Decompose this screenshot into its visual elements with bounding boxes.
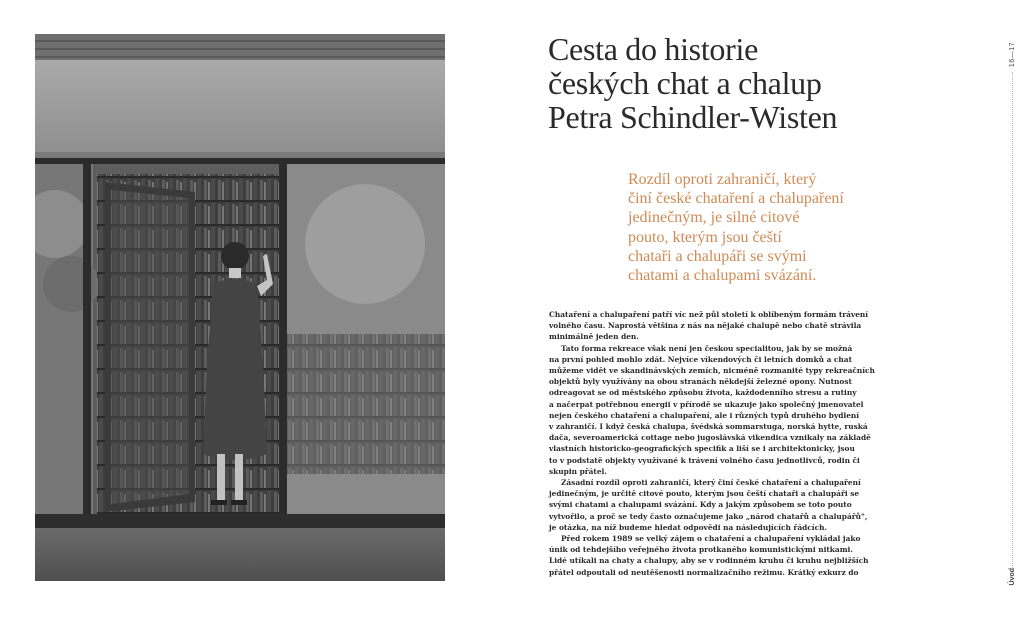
paragraph bbox=[549, 533, 869, 578]
title-line: Petra Schindler-Wisten bbox=[548, 99, 838, 135]
body-line: Chataření a chalupaření patří víc než půl století k oblíbeným formám trávení bbox=[549, 310, 869, 319]
paragraph bbox=[549, 343, 875, 477]
body-line: to v podstatě objekty využívané k trávení volného času jednotlivců, rodin či bbox=[549, 455, 860, 465]
pull-quote bbox=[628, 170, 844, 285]
title-line: českých chat a chalup bbox=[548, 65, 822, 101]
body-line: můžeme vidět ve skandinávských zemích, nicméně rozmanité typy rekreačních bbox=[549, 366, 875, 376]
body-line: přátel odpoutali od neutěšenosti normalizačního režimu. Krátký exkurz do bbox=[549, 567, 859, 577]
portrait-photo bbox=[35, 34, 445, 581]
body-line: objektů byly využívány na obou stranách někdejší železné opony. Nutnost bbox=[549, 377, 852, 387]
title-line: Cesta do historie bbox=[548, 31, 758, 67]
body-line: na první pohled mohlo zdát. Nejvíce víkendových či letních domků a chat bbox=[549, 354, 853, 364]
section-label: Úvod bbox=[1009, 568, 1016, 586]
body-line: minimálně jeden den. bbox=[549, 332, 639, 342]
body-line: Tato forma rekreace však není jen českou specialitou, jak by se možná bbox=[561, 343, 853, 353]
article-title bbox=[548, 32, 837, 134]
body-line: dača, severoamerická cottage nebo jugoslávská vikendica vznikaly na základě bbox=[549, 433, 871, 443]
body-line: únik od tehdejšího veřejného života protkaného komunistickými nitkami. bbox=[549, 545, 853, 555]
body-line: nejen českého chataření a chalupaření, ale i různých typů druhého bydlení bbox=[549, 410, 860, 420]
dotted-margin-rule bbox=[1012, 72, 1013, 572]
paragraph bbox=[549, 309, 869, 343]
body-line: v zahraničí. I když česká chalupa, švédská sommarstuga, norská hytte, ruská bbox=[549, 422, 868, 432]
pull-quote-line: pouto, kterým jsou čeští bbox=[628, 228, 782, 246]
pull-quote-line: Rozdíl oproti zahraničí, který bbox=[628, 171, 817, 188]
body-line: je otázka, na níž budeme hledat odpovědi na následujících řádcích. bbox=[549, 522, 828, 532]
body-line: Zásadní rozdíl oproti zahraničí, který činí české chataření a chalupaření bbox=[561, 478, 861, 488]
pull-quote-line: chatami a chalupami svázání. bbox=[628, 267, 817, 285]
body-line: svými chatami a chalupami svázání. Kdy a jakým způsobem se toto pouto bbox=[549, 500, 852, 510]
body-line: a načerpat potřebnou energii v přírodě se ukazuje jako společný jmenovatel bbox=[549, 399, 864, 409]
paragraph bbox=[549, 477, 869, 533]
body-line: Lidé utíkali na chaty a chalupy, aby se v rodinném kruhu či kruhu nejbližších bbox=[549, 556, 869, 566]
body-line: vytvořilo, a proč se tedy často označujeme jako „národ chatařů a chalupářů", bbox=[549, 511, 868, 521]
body-line: Před rokem 1989 se velký zájem o chataření a chalupaření vykládal jako bbox=[561, 534, 861, 544]
body-line: jedinečným, je určitě citové pouto, kterým jsou čeští chataři a chalupáři se bbox=[549, 489, 860, 499]
pull-quote-line: jedinečným, je silné citové bbox=[628, 209, 800, 227]
body-line: skupin přátel. bbox=[549, 466, 607, 476]
body-line: odreagovat se od městského způsobu života, každodenního stresu a rutiny bbox=[549, 388, 857, 398]
pull-quote-line: chataři a chalupáři se svými bbox=[628, 247, 807, 265]
pull-quote-line: činí české chataření a chalupaření bbox=[628, 190, 844, 208]
body-line: vlastních historicko-geografických specifik a liší se i architektonicky, jsou bbox=[549, 444, 855, 454]
body-text bbox=[549, 309, 875, 578]
body-line: volného času. Naprostá většina z nás na nějaké chalupě nebo chatě strávila bbox=[549, 321, 862, 331]
page-number: 16—17 bbox=[1009, 42, 1016, 68]
